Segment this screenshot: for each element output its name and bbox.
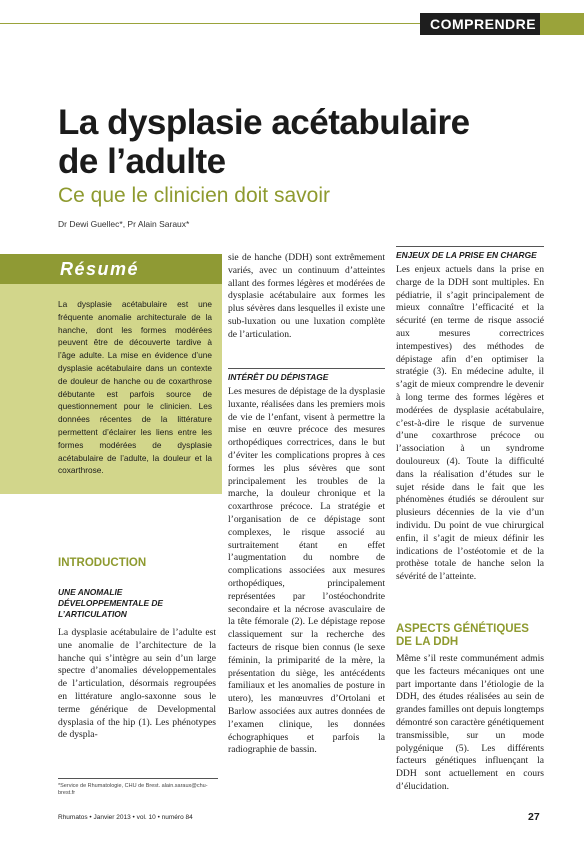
heading-line-2: DE LA DDH xyxy=(396,636,459,648)
resume-text: La dysplasie acétabulaire est une fréquente anomalie architecturale de la hanche, dont les formes modérées peuvent être de découverte tardive à l’âge adulte. La mise en évidence d’une dysplasie acétabulaire dans un contexte de douleur de hanche ou de coxarthrose débutante est parfois source de questionnement pour le clinicien. Les données récentes de la littérature permettent d’éclairer les liens entre les formes modérées de dysplasie acétabulaire de l’adulte, la douleur et la coxarthrose. xyxy=(58,299,212,476)
title-line-2: de l’adulte xyxy=(58,142,226,181)
aspects-genetiques-heading xyxy=(396,623,546,649)
footnote: *Service de Rhumatologie, CHU de Brest. alain.saraux@chu-brest.fr xyxy=(58,783,208,796)
section-tag: COMPRENDRE xyxy=(420,13,540,35)
article-authors: Dr Dewi Guellec*, Pr Alain Saraux* xyxy=(58,219,190,229)
section-header-bar xyxy=(0,13,584,35)
enjeux-subheading: ENJEUX DE LA PRISE EN CHARGE xyxy=(396,250,537,260)
resume-box xyxy=(0,254,222,494)
page-number: 27 xyxy=(528,811,540,823)
subsection-rule xyxy=(396,246,544,247)
journal-footer: Rhumatos • Janvier 2013 • vol. 10 • numéro 84 xyxy=(58,814,193,821)
introduction-heading: INTRODUCTION xyxy=(58,557,147,569)
depistage-subheading: INTÉRÊT DU DÉPISTAGE xyxy=(228,372,329,382)
anomalie-subheading: UNE ANOMALIE DÉVELOPPEMENTALE DE L’ARTICULATION xyxy=(58,587,164,619)
enjeux-text: Les enjeux actuels dans la prise en charge de la DDH sont multiples. En pédiatrie, il s’agit principalement de mieux connaître l’efficacité et la sécurité (en terme de risque associé aux mesures correctrices intempestives) des méthodes de dépistage afin d’en optimiser la stratégie (3). En médecine adulte, il s’agit de mieux comprendre le devenir à long terme des formes légères et modérées de dysplasie acétabulaire, c’est-à-dire le risque de survenue d’une coxarthrose précoce ou l’association à un syndrome douloureux (4). Toute la difficulté dans la réalisation d’études sur le sujet réside dans le fait que les phénomènes étudiés se déroulent sur plusieurs décennies de la vie d’un individu. Du point de vue chirurgical enfin, il s’agit de mieux définir les indications de l’ostéotomie et de la prothèse totale de hanche selon la sévérité de l’atteinte. xyxy=(396,264,544,583)
title-line-1: La dysplasie acétabulaire xyxy=(58,103,470,142)
ddh-phenotypes-text: sie de hanche (DDH) sont extrêmement variés, avec un continuum d’atteintes allant des formes légères et modérées de dysplasie acétabulaire aux formes les plus sévères dans lesquelles il existe une sub-luxation ou une luxation complète de l’articulation. xyxy=(228,252,385,340)
section-tag-accent xyxy=(540,13,584,35)
genetique-text: Même s’il reste communément admis que les facteurs mécaniques ont une part importante dans l’étiologie de la DDH, des études réalisées au sein de grandes familles ont depuis longtemps démontré son caractère génétiquement transmissible, sur un mode polygénique (5). Les différents facteurs génétiques influençant la DDH sont actuellement en cours d’élucidation. xyxy=(396,653,544,792)
footnote-rule xyxy=(58,778,218,779)
article-title xyxy=(58,103,558,181)
subsection-rule xyxy=(228,368,385,369)
depistage-text: Les mesures de dépistage de la dysplasie luxante, réalisées dans les premiers mois de vie de l’enfant, visent à permettre la mise en œuvre précoce des mesures orthopédiques correctrices, dans le but d’éviter les complications propres à ces formes les plus sévères que sont principalement les troubles de la marche, la douleur chronique et la coxarthrose précoce. La stratégie et l’organisation de ce dépistage sont complexes, le risque associé au surtraitement étant en effet l’augmentation du nombre de complications associées aux mesures orthopédiques, principalement représentées par l’ostéochondrite secondaire et la nécrose avasculaire de la tête fémorale (2). Le dépistage repose classiquement sur la recherche des facteurs de risque bien connus (le sexe féminin, la primiparité de la mère, la présentation du siège, les antécédents familiaux et les anomalies de posture in utero), les manœuvres d’Ortolani et Barlow associées aux autres données de l’examen clinique, les données échographiques et parfois la radiographie de bassin. xyxy=(228,386,385,756)
introduction-text: La dysplasie acétabulaire de l’adulte est une anomalie de l’architecture de la hanche qui s’intègre au sein d’un large spectre d’anomalies développementales de l’articulation, désormais regroupées en littérature anglo-saxonne sous le terme générique de Developmental dysplasia of the hip (1). Les phénotypes de dyspla- xyxy=(58,627,216,741)
article-subtitle: Ce que le clinicien doit savoir xyxy=(58,184,330,207)
heading-line-1: ASPECTS GÉNÉTIQUES xyxy=(396,623,529,635)
resume-heading: Résumé xyxy=(0,254,222,284)
header-rule xyxy=(0,23,420,24)
